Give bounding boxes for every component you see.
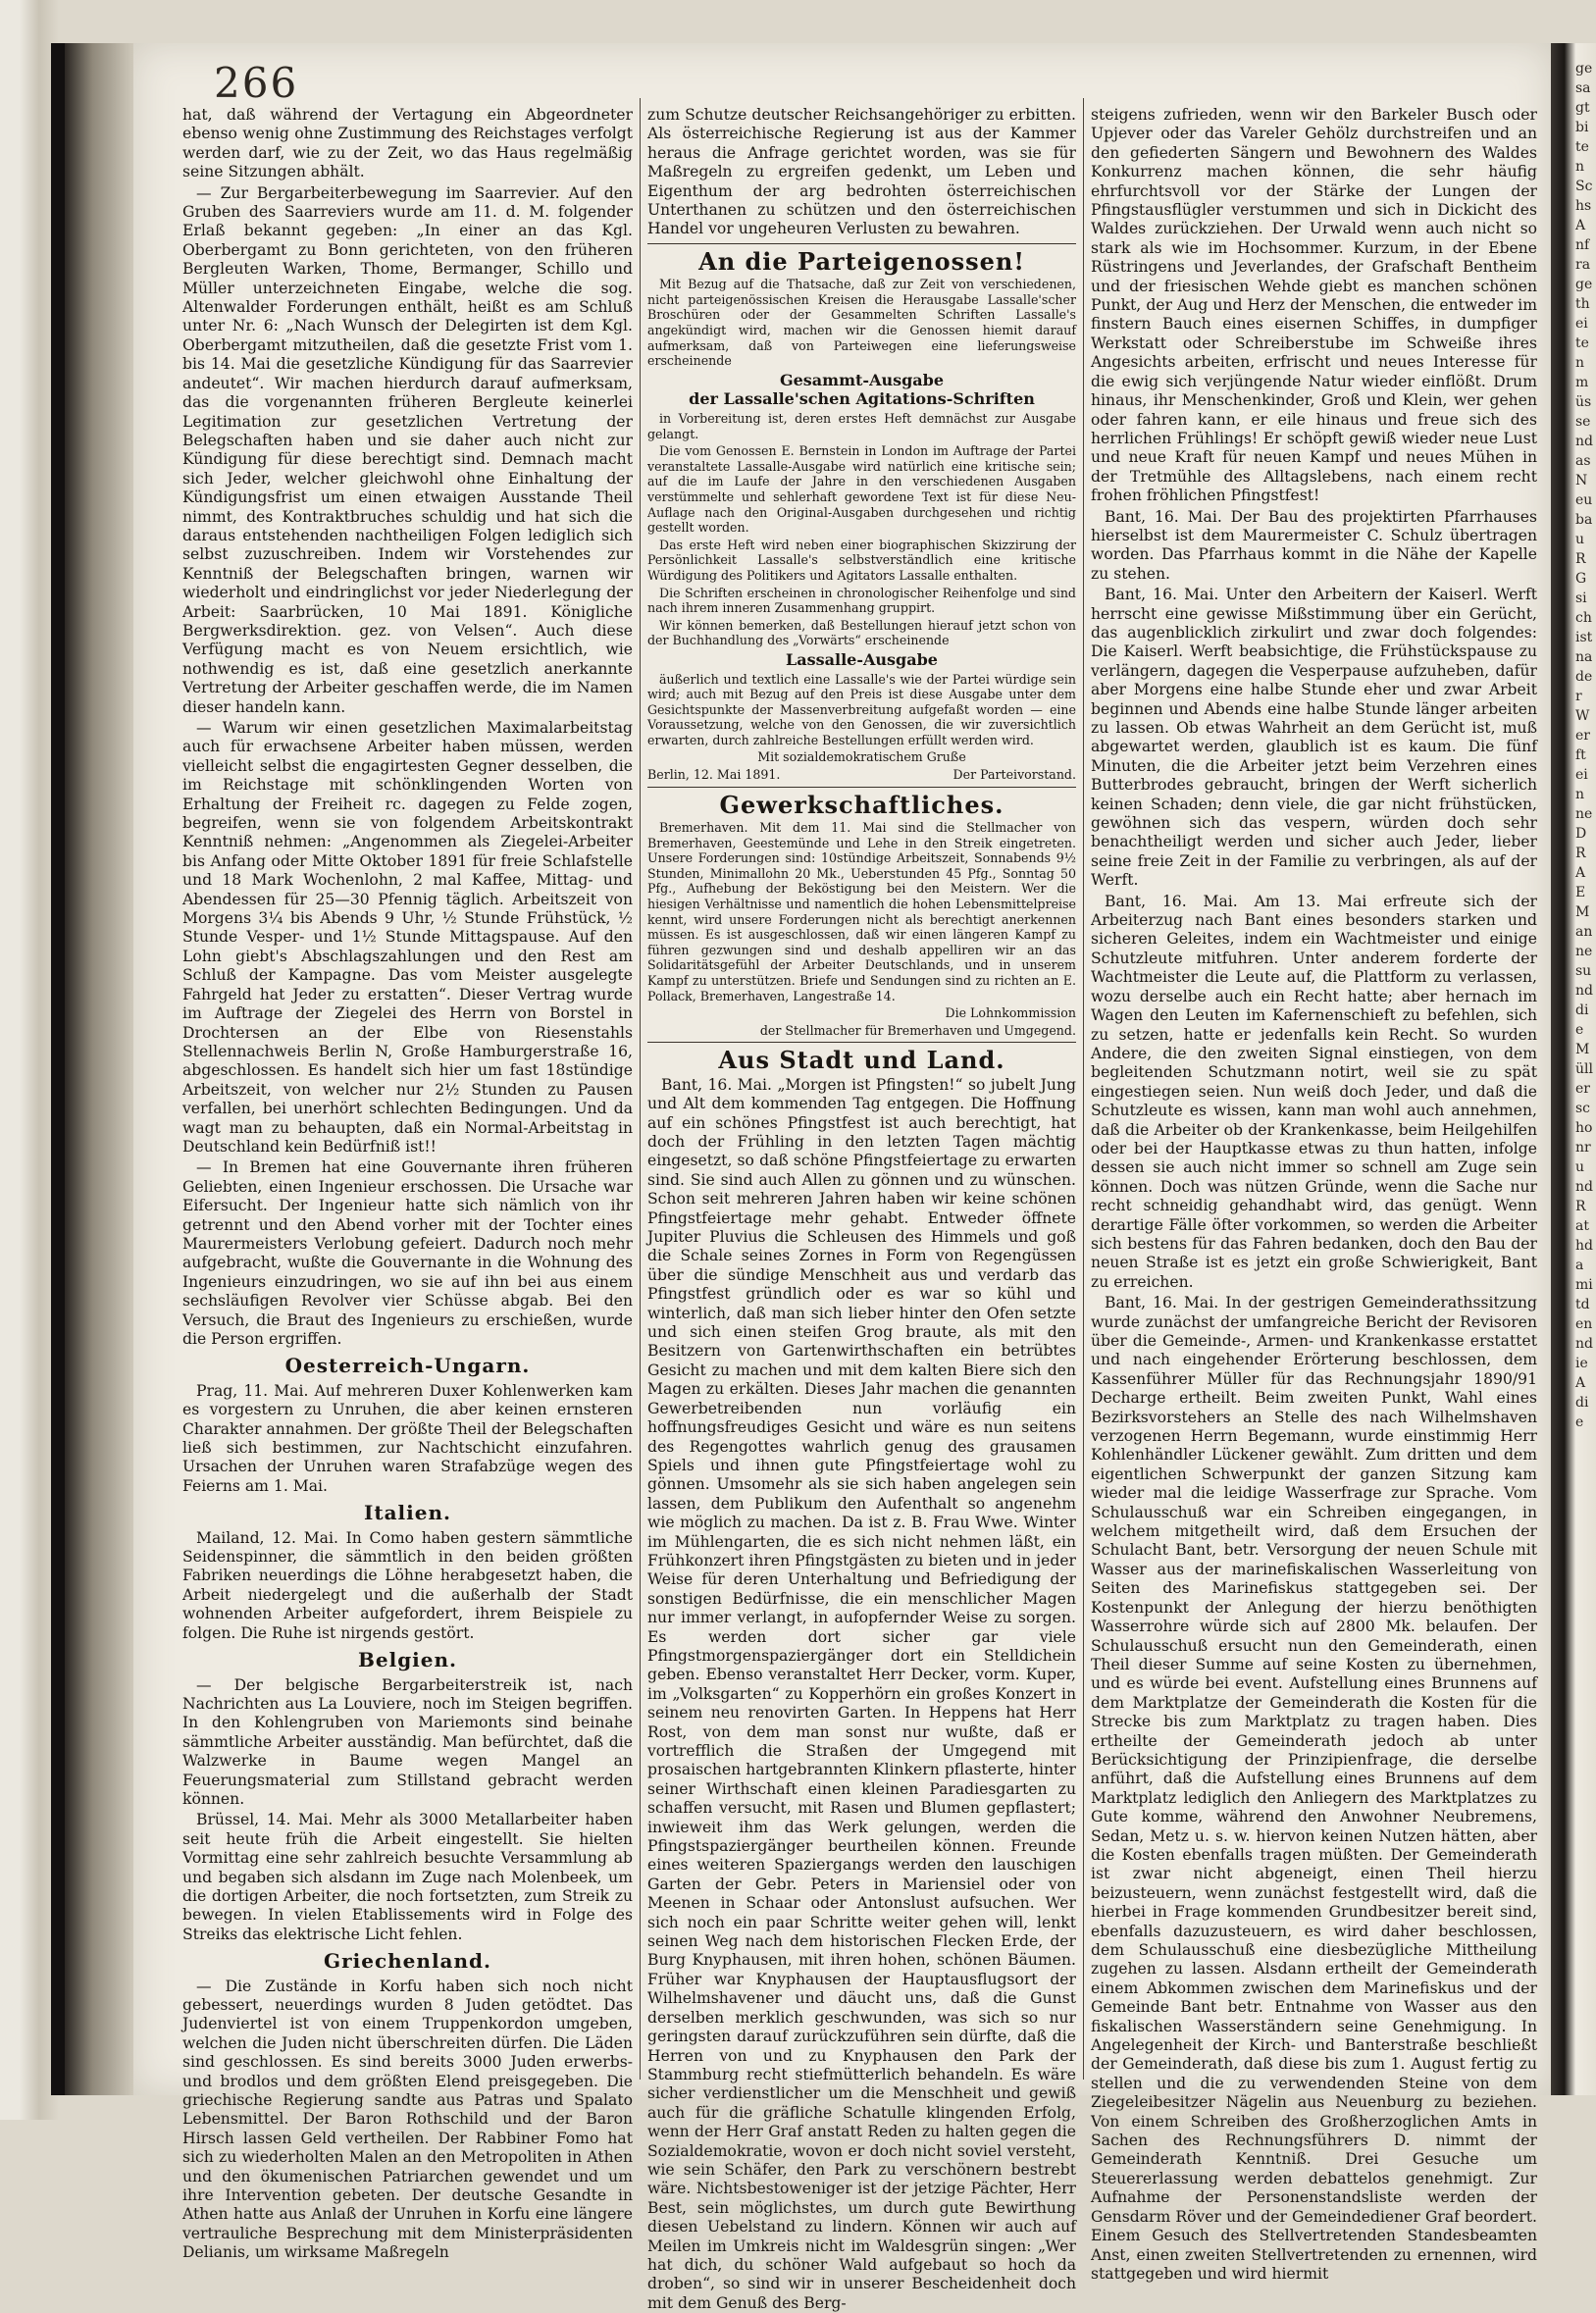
announcement-text: in Vorbereitung ist, deren erstes Heft demnächst zur Ausgabe gelangt. [647, 411, 1076, 441]
announcement-subheading: Lassalle-Ausgabe [786, 649, 938, 669]
notice-text: Bremerhaven. Mit dem 11. Mai sind die Stellmacher von Bremerhaven, Geestemünde und Lehe in den Streik eingetreten. Unsere Forderungen sind: 10stündige Arbeitszeit, Sonnabends 9½ Stunden, Minimallohn 20 Mk., Ueberstunden 45 Pfg., Sonntag 50 Pfg., Aufhebung der Beköstigung bei den Meistern. Wer die hiesigen Verhältnisse und namentlich die hohen Lebensmittelpreise kennt, wird unsere Forderungen nicht als berechtigt anerkennen müssen. Es ist ausgeschlossen, daß wir einen längeren Kampf zu führen gezwungen sind und deshalb appelliren wir an das Solidaritätsgefühl der Arbeiter Deutschlands, und in unserem Kampf zu unterstützen. Briefe und Sendungen sind zu richten an E. Pollack, Bremerhaven, Langestraße 14. [647, 820, 1076, 1003]
article-paragraph: Bant, 16. Mai. Unter den Arbeitern der Kaiserl. Werft herrscht eine gewisse Mißstimmung über ein Gerücht, das augenblicklich zirkulirt und zwar doch folgendes: Die Kaiserl. Werft beabsichtige, die Frühstückspause zu verlängern, dagegen die Vesperpause aufzuheben, dafür aber Morgens eine halbe Stunde eher und zwar Arbeit beginnen und Abends eine halbe Stunde länger arbeiten zu lassen. Ob etwas Wahrheit an dem Gerücht ist, muß abgewartet werden, glaublich ist es kaum. Die fünf Minuten, die die Arbeiter jetzt beim Verzehren eines Butterbrodes gebraucht, bringen der Werft sicherlich keinen Schaden; denn viele, die gar nicht frühstücken, gewöhnen sich das vespern, würden doch sehr benachtheiligt werden und sicher auch Jeder, lieber seine freie Zeit in der Familie zu verbringen, als auf der Werft. [1091, 586, 1537, 890]
announcement-greeting: Mit sozialdemokratischem Gruße [757, 749, 966, 765]
section-heading: Italien. [364, 1501, 451, 1525]
announcement-text: äußerlich und textlich eine Lassalle's wie der Partei würdige sein wird; auch mit Bezug auf den Preis ist diese Ausgabe unter dem Gesichtspunkte der Massenverbreitung aufgefaßt worden — eine Voraussetzung, welche von den Genossen, die wir zuversichtlich erwarten, durch zahlreiche Bestellungen erfüllt werden wird. [647, 671, 1076, 747]
notice-signature: der Stellmacher für Bremerhaven und Umgegend. [759, 1022, 1076, 1038]
announcement-signature [647, 767, 1076, 783]
announcement-subheading: der Lassalle'schen Agitations-Schriften [689, 389, 1035, 409]
page-number: 266 [214, 59, 299, 107]
column-rule-2 [1083, 98, 1084, 2080]
article-paragraph: Mailand, 12. Mai. In Como haben gestern sämmtliche Seidenspinner, die sämmtlich in den beiden größten Fabriken neuerdings die Löhne herabgesetzt haben, die Arbeit niedergelegt und die außerhalb der Stadt wohnenden Arbeiter aufgefordert, ihrem Beispiele zu folgen. Die Ruhe ist nirgends gestört. [182, 1528, 633, 1642]
article-paragraph: zum Schutze deutscher Reichsangehöriger zu erbitten. Als österreichische Regierung ist aus der Kammer heraus die Anfrage gerichtet worden, was sie für Maßregeln zu ergreifen gedenkt, um Leben und Eigenthum der arg bedrohten österreichischen Unterthanen zu schützen und den österreichischen Handel vor ungeheuren Verlusten zu bewahren. [647, 106, 1076, 238]
announcement-text: Mit Bezug auf die Thatsache, daß zur Zeit von verschiedenen, nicht parteigenössischen Kreisen die Herausgabe Lassalle'scher Broschüren oder der Gesammelten Schriften Lassalle's angekündigt wird, machen wir die Genossen hiemit darauf aufmerksam, daß von Parteiwegen eine lieferungsweise erscheinende [647, 277, 1076, 369]
signature-date: Berlin, 12. Mai 1891. [647, 767, 781, 783]
divider [647, 243, 1076, 244]
column-3 [1091, 106, 1537, 2283]
party-announcement [647, 277, 1076, 782]
article-paragraph: steigens zufrieden, wenn wir den Barkeler Busch oder Upjever oder das Vareler Gehölz durchstreifen und an den gefiederten Sängern und Bewohnern des Waldes Konkurrenz machen können, die sehr häufig ehrfurchtsvoll vor der Stärke der Lungen der Pfingstausflügler verstummen und sich in Dickicht des Waldes zurückziehen. Der Urwald wenn auch nicht so stark als wie im Hochsommer. Kurzum, in der Ebene Rüstringens und Jeverlandes, der Grafschaft Bentheim und der friesischen Wehde giebt es manchen schönen Punkt, der Aug und Herz der Menschen, die entweder im finstern Bauch eines eisernen Schiffes, in dumpfiger Werkstatt oder Schreiberstube im Schweiße ihres Angesichts arbeiten, erfrischt und neues Interesse für die ewig sich verjüngende Natur wieder einflößt. Drum hinaus, ihr Menschenkinder, Groß und Klein, wer gehen oder fahren kann, er eile hinaus und freue sich des herrlichen Frühlings! Er schöpft gewiß wieder neue Lust und neue Kraft für neuen Kampf und neues Mühen in der Tretmühle des Alltagslebens, nach einem recht frohen fröhlichen Pfingstfest! [1091, 106, 1537, 505]
article-paragraph: — In Bremen hat eine Gouvernante ihren früheren Geliebten, einen Ingenieur erschossen. Die Ursache war Eifersucht. Der Ingenieur hatte sich nämlich von ihr getrennt und den Abend vorher mit der Tochter eines Maurermeisters Verlobung gefeiert. Dadurch noch mehr aufgebracht, wußte die Gouvernante in die Wohnung des Ingenieurs einzudringen, wo sie auf ihn bei aus einem sechsläufigen Revolver vier Schüsse abgab. Bei den Versuch, die Braut des Ingenieurs zu erschießen, wurde die Person ergriffen. [182, 1158, 633, 1348]
scan-margin [0, 0, 59, 2120]
divider [647, 787, 1076, 788]
section-heading: Gewerkschaftliches. [719, 790, 1004, 819]
article-paragraph: Bant, 16. Mai. „Morgen ist Pfingsten!“ so jubelt Jung und Alt dem kommenden Tag entgegen. Die Hoffnung auf ein schönes Pfingstfest ist auch berechtigt, hat doch der Frühling in den letzten Tagen mächtig eingesetzt, so daß schöne Pfingstfeiertage zu erwarten sind. Sie sind auch Allen zu gönnen und zu wünschen. Schon seit mehreren Jahren haben wir keine schönen Pfingstfeiertage mehr gehabt. Entweder öffnete Jupiter Pluvius die Schleusen des Himmels und goß die Schale seines Zornes in Form von Regengüssen über die sündige Menschheit aus und verdarb das Pfingstfest gründlich oder es war so kühl und winterlich, daß man sich lieber hinter den Ofen setzte und sich einen steifen Grog braute, als mit den Besitzern von Gartenwirthschaften ein betrübtes Gesicht zu machen und mit dem kalten Biere sich den Magen zu erkälten. Dieses Jahr machen die genannten Gewerbetreibenden nun vorläufig ein hoffnungsfreudiges Gesicht und wäre es nun seitens des Regengottes wahrlich genug des grausamen Spiels und ihnen gute Pfingstfeiertage wohl zu gönnen. Umsomehr als sie sich haben angelegen sein lassen, dem Publikum den Aufenthalt so angenehm wie möglich zu machen. Da ist z. B. Frau Wwe. Winter im Mühlengarten, die es sich nicht nehmen läßt, ein Frühkonzert ihren Pfingstgästen zu bieten und in jeder Weise für deren Unterhaltung und Befriedigung der sonstigen Bedürfnisse, die ein menschlicher Magen nur immer verlangt, in aufopfernder Weise zu sorgen. Es werden dort sicher gar viele Pfingstmorgenspaziergänger dort ein Stelldichein geben. Ebenso veranstaltet Herr Decker, vorm. Kuper, im „Volksgarten“ zu Kopperhörn ein großes Konzert in seinem neu renovirten Garten. In Heppens hat Herr Rost, von dem man sonst nur wußte, daß er vortrefflich die Straßen der Umgegend mit prosaischen hartgebrannten Klinkern pflasterte, hinter seiner Wirthschaft einen kleinen Paradiesgarten zu schaffen versucht, mit Rasen und Blumen gepflastert; inwieweit ihm das Werk gelungen, werden die Pfingstspaziergänger beurtheilen können. Freunde eines weiteren Spaziergangs werden den lauschigen Garten der Gebr. Peters in Mariensiel oder von Meenen in Schaar oder Antonslust aufsuchen. Wer sich noch ein paar Schritte weiter gehen will, lenkt seinen Weg nach dem historischen Flecken Erde, der Burg Knyphausen, mit ihren hohen, schönen Bäumen. Früher war Knyphausen der Hauptausflugsort der Wilhelmshavener und däucht uns, daß die Gunst derselben merklich geschwunden, was sich so nur geringsten darauf zurückzuführen sein dürfte, daß die Herren von und zu Knyphausen den Park der Stammburg recht stiefmütterlich behandeln. Es wäre sicher verdienstlicher um die Menschheit und gewiß auch für die gräfliche Schatulle klingenden Erfolg, wenn der Herr Graf anstatt Reden zu halten gegen die Sozialdemokratie, wovon er doch nicht soviel versteht, wie sein Schäfer, den Park zu verschönern bestrebt wäre. Nichtsbestoweniger ist der jetzige Pächter, Herr Best, sein möglichstes, um durch gute Bewirthung diesen Uebelstand zu lindern. Können wir auch auf Meilen im Umkreis nicht im Waldesgrün singen: „Wer hat dich, du schöner Wald aufgebaut so hoch da droben“, so sind wir in unserer Bescheidenheit doch mit dem Genuß des Berg- [647, 1075, 1076, 2312]
announcement-text: Das erste Heft wird neben einer biographischen Skizzirung der Persönlichkeit Lassalle's selbstverständlich eine kritische Würdigung des Politikers und Agitators Lassalle enthalten. [647, 537, 1076, 583]
article-paragraph: Bant, 16. Mai. Am 13. Mai erfreute sich der Arbeiterzug nach Bant eines besonders starken und sicheren Geleites, indem ein Wachtmeister und einige Schutzleute mitfuhren. Unter anderem forderte der Wachtmeister die Leute auf, die Plattform zu verlassen, wozu derselbe auch ein Recht hatte; aber hernach im Wagen den Leuten im Kafernenschieft zu befehlen, sich zu setzen, hatte er jedenfalls kein Recht. So wurden Andere, die den zweiten Signal einstiegen, von dem begleitenden Schutzmann notirt, weil sie zu spät eingestiegen seien. Nun weiß doch Jeder, und daß die Schutzleute es wissen, kann man wohl auch annehmen, daß die Arbeiter ob der Krankenkasse, beim Heilgehilfen oder bei der Hauptkasse etwas zu thun hatten, infolge dessen sie auch nicht immer so schnell am Zuge sein können. Doch was nützen Gründe, wenn die Sache nur recht schneidig gehandhabt wird, das genügt. Wenn derartige Fälle öfter vorkommen, so werden die Arbeiter sich bestens für das Fahren bedanken, doch den Bau der neuen Straße ist es jetzt ein große Schwierigkeit, Bant zu erreichen. [1091, 892, 1537, 1291]
binding-spine [51, 43, 65, 2095]
article-paragraph: Bant, 16. Mai. In der gestrigen Gemeinderathssitzung wurde zunächst der umfangreiche Bericht der Revisoren über die Gemeinde-, Armen- und Krankenkasse erstattet und nach eingehender Erörterung beschlossen, dem Kassenführer Müller für das Rechnungsjahr 1890/91 Decharge ertheilt. Beim zweiten Punkt, Wahl eines Bezirksvorstehers an Stelle des nach Wilhelmshaven verzogenen Herrn Begemann, wurde einstimmig Herr Kohlenhändler Lückener gewählt. Zum dritten und dem eigentlichen Schwerpunkt der ganzen Sitzung kam wieder mal die leidige Wasserfrage zur Sprache. Vom Schulausschuß war ein Schreiben eingegangen, in welchem mitgetheilt wird, daß dem Ersuchen der Schulacht Bant, betr. Versorgung der neuen Schule mit Wasser aus der marinefiskalischen Wasserleitung von Seiten des Marinefiskus stattgegeben sei. Der Kostenpunkt der Anlegung der hierzu benöthigten Wasserrohre würde sich auf 2800 Mk. belaufen. Der Schulausschuß ersucht nun den Gemeinderath, einen Theil dieser Summe auf seine Kosten zu übernehmen, und es würde bei event. Aufstellung eines Brunnens auf dem Marktplatze der Gemeinderath die Kosten für die Strecke bis zum Marktplatz zu tragen haben. Dies ertheilte der Gemeinderath jedoch ab unter Berücksichtigung der Prinzipienfrage, die derselbe anführt, daß die Aufstellung eines Brunnens auf dem Marktplatz lediglich den Anliegern des Marktplatzes zu Gute komme, während den Anwohner Neubremens, Sedan, Metz u. s. w. hiervon keinen Nutzen hätten, aber die Kosten ebenfalls tragen müßten. Der Gemeinderath ist zwar nicht abgeneigt, einen Theil hierzu beizusteuern, wenn zunächst festgestellt wird, daß die hierbei in Frage kommenden Grundbesitzer bereit sind, ebenfalls dazuzusteuern, es wird daher beschlossen, dem Schulausschuß eine diesbezügliche Mittheilung zugehen zu lassen. Alsdann ertheilt der Gemeinderath einem Abkommen zwischen dem Marinefiskus und der Gemeinde Bant betr. Entnahme von Wasser aus den fiskalischen Wasserständern seine Genehmigung. In Angelegenheit der Kirch- und Banterstraße beschließt der Gemeinderath, daß diese bis zum 1. August fertig zu stellen und die zu verwendenden Steine von dem Ziegeleibesitzer Nägelin aus Neuenburg zu beziehen. Von einem Schreiben des Großherzoglichen Amts in Sachen des Rechnungsführers D. nimmt der Gemeinderath Kenntniß. Drei Gesuche um Steuererlassung werden debattelos genehmigt. Zur Aufnahme der Personenstandsliste werden der Gensdarm Röver und der Gemeindediener Graf beordert. Einem Gesuch des Stellvertretenden Standesbeamten Anst, einen zweiten Stellvertretenden zu ernennen, wird stattgegeben und wird hiermit [1091, 1294, 1537, 2283]
notice-signature: Die Lohnkommission [945, 1005, 1076, 1021]
union-notice [647, 820, 1076, 1038]
section-heading: Griechenland. [324, 1949, 491, 1974]
announcement-text: Wir können bemerken, daß Bestellungen hierauf jetzt schon von der Buchhandlung des „Vorwärts“ erscheinende [647, 617, 1076, 648]
article-paragraph: Bant, 16. Mai. Der Bau des projektirten Pfarrhauses hierselbst ist dem Maurermeister C. Schulz übertragen worden. Das Pfarrhaus kommt in die Nähe der Kapelle zu stehen. [1091, 507, 1537, 583]
signature-name: Der Parteivorstand. [952, 767, 1076, 783]
column-2 [647, 106, 1076, 2312]
article-paragraph: — Warum wir einen gesetzlichen Maximalarbeitstag auch für erwachsene Arbeiter haben müssen, werden vielleicht selbst die engagirtesten Gegner desselben, die im Reichstage mit schönklingenden Worten von Erhaltung der Freiheit rc. dagegen zu Felde zogen, begreifen, wenn sie von folgendem Arbeitskontrakt Kenntniß nehmen: „Angenommen als Ziegelei-Arbeiter bis Anfang oder Mitte Oktober 1891 für freie Schlafstelle und 18 Mark Wochenlohn, 2 mal Kaffee, Mittag- und Abendessen für 25—30 Pfennig täglich. Arbeitszeit von Morgens 3¼ bis Abends 9 Uhr, ½ Stunde Frühstück, ½ Stunde Vesper- und 1½ Stunde Mittagspause. Auf den Lohn giebt's Abschlagszahlungen und den Rest am Schluß der Kampagne. Das vom Meister ausgelegte Fahrgeld hat Jeder zu erstatten“. Dieser Vertrag wurde im Auftrage der Ziegelei des Herrn von Borstel in Drochtersen an der Elbe von Riesenstahls Stellennachweis Berlin N, Große Hamburgerstraße 16, abgeschlossen. Es handelt sich hier um fast 18stündige Arbeitszeit, von welcher nur 2½ Stunden zu Pausen verfallen, bei unerhört schlechten Bedingungen. Und da wagt man zu behaupten, daß ein Normal-Arbeitstag in Deutschland kein Bedürfniß ist!! [182, 719, 633, 1156]
section-heading: Belgien. [357, 1648, 458, 1672]
section-heading: Oesterreich-Ungarn. [284, 1354, 531, 1378]
section-heading: An die Parteigenossen! [698, 246, 1025, 276]
announcement-text: Die Schriften erscheinen in chronologischer Reihenfolge und sind nach ihrem inneren Zusammenhang gruppirt. [647, 585, 1076, 616]
announcement-subheading: Gesammt-Ausgabe [779, 370, 945, 389]
article-paragraph: Prag, 11. Mai. Auf mehreren Duxer Kohlenwerken kam es vorgestern zu Unruhen, die aber keinen ernsteren Charakter annahmen. Der größte Theil der Belegschaften ließ sich bestimmen, zur Nachtschicht einzufahren. Ursachen der Unruhen waren Strafabzüge wegen des Feierns am 1. Mai. [182, 1381, 633, 1495]
article-paragraph: — Der belgische Bergarbeiterstreik ist, nach Nachrichten aus La Louviere, noch im Steigen begriffen. In den Kohlengruben von Mariemonts sind beinahe sämmtliche Arbeiter ausständig. Man befürchtet, daß die Walzwerke in Baume wegen Mangel an Feuerungsmaterial zum Stillstand gebracht werden können. [182, 1675, 633, 1808]
article-paragraph: — Die Zustände in Korfu haben sich noch nicht gebessert, neuerdings wurden 8 Juden getödtet. Das Judenviertel ist von einem Truppenkordon umgeben, welchen die Juden nicht überschreiten dürfen. Die Läden sind geschlossen. Es sind bereits 3000 Juden erwerbs- und brodlos und dem größten Elend preisgegeben. Die griechische Regierung sandte aus Patras und Spalato Lebensmittel. Der Baron Rothschild und der Baron Hirsch lassen Geld vertheilen. Der Rabbiner Fomo hat sich zu wiederholten Malen an den Metropoliten in Athen und den ökumenischen Patriarchen gewendet und um ihre Intervention gebeten. Der deutsche Gesandte in Athen hatte aus Anlaß der Unruhen in Korfu eine längere vertrauliche Besprechung mit dem Ministerpräsidenten Delianis, um wirksame Maßregeln [182, 1977, 633, 2262]
divider [647, 1042, 1076, 1043]
article-paragraph: Brüssel, 14. Mai. Mehr als 3000 Metallarbeiter haben seit heute früh die Arbeit eingestellt. Sie hielten Vormittag eine sehr zahlreich besuchte Versammlung ab und begaben sich alsdann im Zuge nach Molenbeek, um die dortigen Arbeiter, die noch fortsetzten, zum Streik zu bewegen. In vielen Etablissements wird in Folge des Streiks das elektrische Licht fehlen. [182, 1811, 633, 1943]
article-paragraph: hat, daß während der Vertagung ein Abgeordneter ebenso wenig ohne Zustimmung des Reichstages verfolgt werden darf, wie zu der Zeit, wo das Haus regelmäßig seine Sitzungen abhält. [182, 106, 633, 181]
column-1 [182, 106, 633, 2262]
binding-shadow [65, 43, 133, 2095]
announcement-text: Die vom Genossen E. Bernstein in London im Auftrage der Partei veranstaltete Lassalle-Ausgabe wird natürlich eine kritische sein; auf die im Laufe der Jahre in den verschiedenen Ausgaben verstümmelte und sehlerhaft gewordene Text ist für diese Neu-Auflage nach den Original-Ausgaben durchgesehen und richtig gestellt worden. [647, 443, 1076, 536]
adjacent-page-text: gesagtbitenSchsAnfragetheitenmüssendasNeubauRGsichistnaderWerfteinneDRAEMannesunddieMüllerschonrundRathdamitdenndieAdie [1575, 61, 1593, 1430]
section-heading: Aus Stadt und Land. [718, 1046, 1005, 1075]
article-paragraph: — Zur Bergarbeiterbewegung im Saarrevier. Auf den Gruben des Saarreviers wurde am 11. d. M. folgender Erlaß bekannt gegeben: „In einer an das Kgl. Oberbergamt zu Bonn gerichteten, von den früheren Bergleuten Warken, Thome, Bermanger, Schillo und Müller unterzeichneten Eingabe, welche die sog. Altenwalder Forderungen enthält, heißt es am Schluß unter Nr. 6: „Nach Wunsch der Delegirten ist dem Kgl. Oberbergamt mitzutheilen, daß die gesetzte Frist vom 1. bis 14. Mai die gesetzliche Kündigung für das Saarrevier andeutet“. Wir machen hierdurch darauf aufmerksam, das die vorgenannten früheren Bergleute keinerlei Legitimation zur gesetzlichen Vertretung der Belegschaften haben und sie daher auch nicht zur Kündigung für diese berechtigt sind. Demnach macht sich Jeder, welcher gleichwohl ohne Einhaltung der Kündigungsfrist um einen etwaigen Ausstande Theil nimmt, des Kontraktbruches schuldig und hat sich die daraus entstehenden nachtheiligen Folgen lediglich sich selbst zuzuschreiben. Indem wir Vorstehendes zur Kenntniß der Belegschaften bringen, warnen wir wiederholt und eindringlichst vor jeder Niederlegung der Arbeit: Saarbrücken, 10 Mai 1891. Königliche Bergwerksdirektion. gez. von Velsen“. Auch diese Verfügung macht es von Neuem ersichtlich, wie nothwendig es ist, daß eine gesetzlich anerkannte Vertretung der Arbeiter geschaffen werde, die im Namen dieser handeln kann. [182, 183, 633, 716]
column-rule-1 [640, 98, 641, 2080]
